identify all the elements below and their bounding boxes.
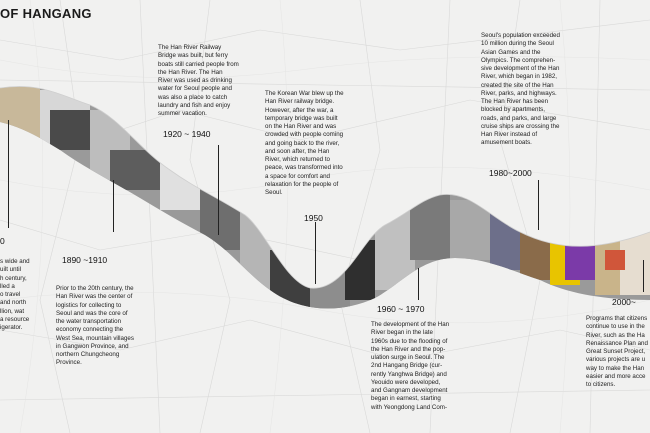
marker-era-4 [315,222,316,284]
page-title: OF HANGANG [0,6,92,21]
era-description: Prior to the 20th century, the Han River was the center of logistics for collecting to Seoul and was the core of the water transportation economy connecting the West Sea, mountain villages in Gangwon Province, and northern Chungcheong Province. [56,285,134,367]
era-label: 1950 [304,213,323,223]
era-description: The Korean War blew up the Han River railway bridge. However, after the war, a temporary bridge was built on the Han River and was crowded with people coming and going back to the river, and soon after, the Han River, which returned to peace, was transformed into a space for comfort and relaxation for the people of Seoul. [265,90,344,196]
era-label: 2000~ [612,297,636,307]
era-label: 1920 ~ 1940 [163,129,211,139]
era-description: The Han River Railway Bridge was built, but ferry boats still carried people from the Han River. The Han River was used as drinking water for Seoul people and was also a place to catch laundry and fish and enjoy summer vacation. [158,44,239,117]
era-description: Seoul's population exceeded 10 million during the Seoul Asian Games and the Olympics. The comprehen- sive development of the Han River, which began in 1982, created the site of the Han River, parks, and highways. The Han River has been blocked by apartments, roads, and parks, and large cruise ships are crossing the Han River instead of amusement boats. [481,32,560,147]
marker-era-1 [8,120,9,228]
era-label: 1980~2000 [489,168,532,178]
era-label: 1890 ~1910 [62,255,108,265]
era-label: 1960 ~ 1970 [377,304,425,314]
era-description: s wide and uilt until h century, lled a o travel and north llion, wat a resource igerator. [0,258,30,331]
marker-era-3 [218,145,219,235]
marker-era-2 [113,180,114,232]
marker-era-6 [538,180,539,230]
marker-era-7 [643,260,644,292]
marker-era-5 [418,268,419,300]
era-label: 0 [0,236,5,246]
era-description: Programs that citizens continue to use in the River, such as the Ha Renaissance Plan and Great Sunset Project, various projects are u way to make the Han easier and more acce to citizens. [586,315,648,388]
era-description: The development of the Han River began in the late 1960s due to the flooding of the Han River and the pop- ulation surge in Seoul. The 2nd Hangang Bridge (cur- rently Yanghwa Bridge) and Yeouido were developed, and Gangnam development began in earnest, starting with Yeongdong Land Com- [371,321,450,411]
